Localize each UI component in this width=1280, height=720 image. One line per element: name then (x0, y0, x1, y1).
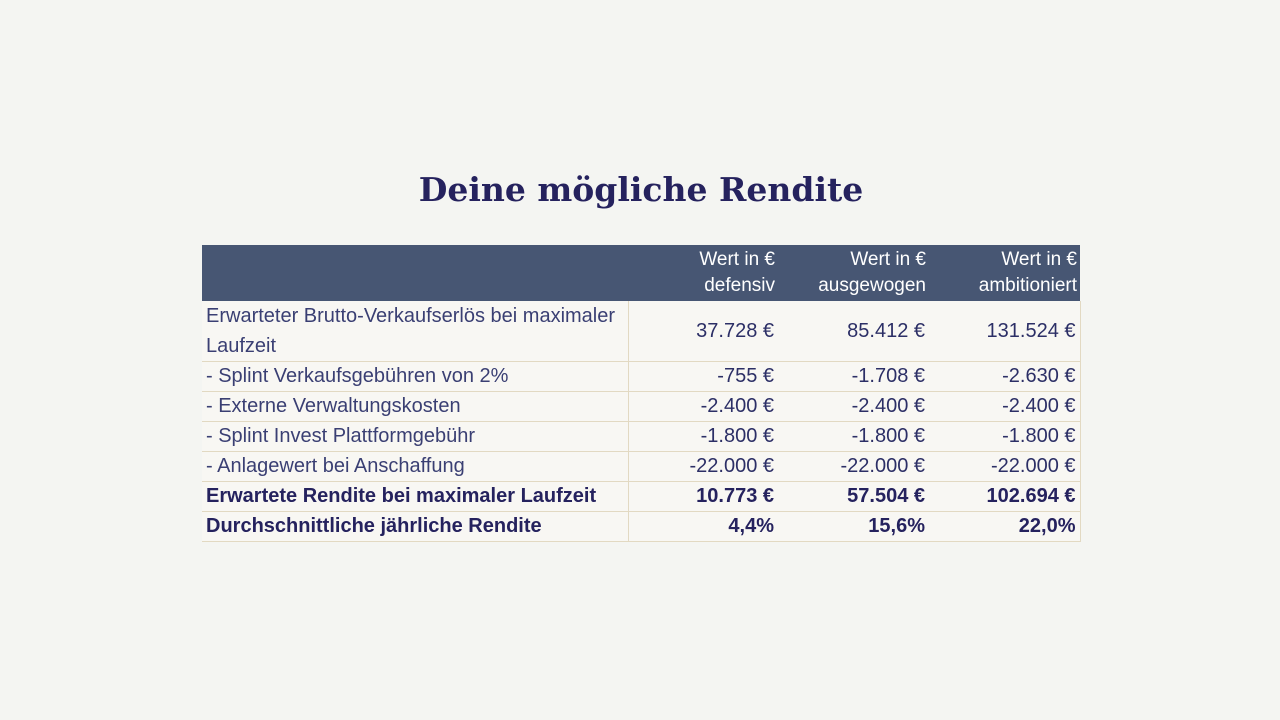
row-label: - Anlagewert bei Anschaffung (202, 452, 628, 482)
header-ambitioniert-line1: Wert in € (1001, 249, 1077, 270)
header-defensiv (628, 245, 778, 301)
value-ausgewogen: -22.000 € (778, 452, 929, 482)
table-row (202, 392, 1080, 422)
row-label: Erwarteter Brutto-Verkaufserlös bei maximaler Laufzeit (202, 301, 628, 362)
table-row (202, 422, 1080, 452)
header-defensiv-line1: Wert in € (699, 249, 775, 270)
value-defensiv: 10.773 € (628, 482, 778, 512)
returns-table (202, 245, 1081, 542)
value-defensiv: 4,4% (628, 512, 778, 542)
value-ambitioniert: -2.630 € (929, 362, 1080, 392)
table-row (202, 362, 1080, 392)
value-defensiv: -22.000 € (628, 452, 778, 482)
row-label: - Splint Verkaufsgebühren von 2% (202, 362, 628, 392)
value-ambitioniert: 102.694 € (929, 482, 1080, 512)
header-empty-cell (202, 245, 628, 301)
value-ausgewogen: -1.708 € (778, 362, 929, 392)
header-ambitioniert-line2: ambitioniert (978, 275, 1077, 296)
table-header (202, 245, 1080, 301)
table-row-total (202, 482, 1080, 512)
value-ambitioniert: -1.800 € (929, 422, 1080, 452)
value-ausgewogen: 85.412 € (778, 301, 929, 362)
row-label: Durchschnittliche jährliche Rendite (202, 512, 628, 542)
row-label: - Splint Invest Plattformgebühr (202, 422, 628, 452)
value-ambitioniert: -22.000 € (929, 452, 1080, 482)
value-ausgewogen: 57.504 € (778, 482, 929, 512)
table-row-annual (202, 512, 1080, 542)
header-defensiv-line2: defensiv (704, 275, 775, 296)
header-ausgewogen-line1: Wert in € (850, 249, 926, 270)
value-defensiv: -1.800 € (628, 422, 778, 452)
header-row (202, 245, 1080, 301)
value-defensiv: 37.728 € (628, 301, 778, 362)
row-label: Erwartete Rendite bei maximaler Laufzeit (202, 482, 628, 512)
table-row (202, 452, 1080, 482)
header-ambitioniert (929, 245, 1080, 301)
value-defensiv: -755 € (628, 362, 778, 392)
value-ausgewogen: -2.400 € (778, 392, 929, 422)
header-ausgewogen-line2: ausgewogen (818, 275, 926, 296)
value-ambitioniert: 131.524 € (929, 301, 1080, 362)
value-ausgewogen: 15,6% (778, 512, 929, 542)
header-ausgewogen (778, 245, 929, 301)
page-title: Deine mögliche Rendite (418, 170, 864, 209)
value-ambitioniert: 22,0% (929, 512, 1080, 542)
value-ausgewogen: -1.800 € (778, 422, 929, 452)
value-ambitioniert: -2.400 € (929, 392, 1080, 422)
table-row (202, 301, 1080, 362)
row-label: - Externe Verwaltungskosten (202, 392, 628, 422)
table-body (202, 301, 1080, 542)
value-defensiv: -2.400 € (628, 392, 778, 422)
